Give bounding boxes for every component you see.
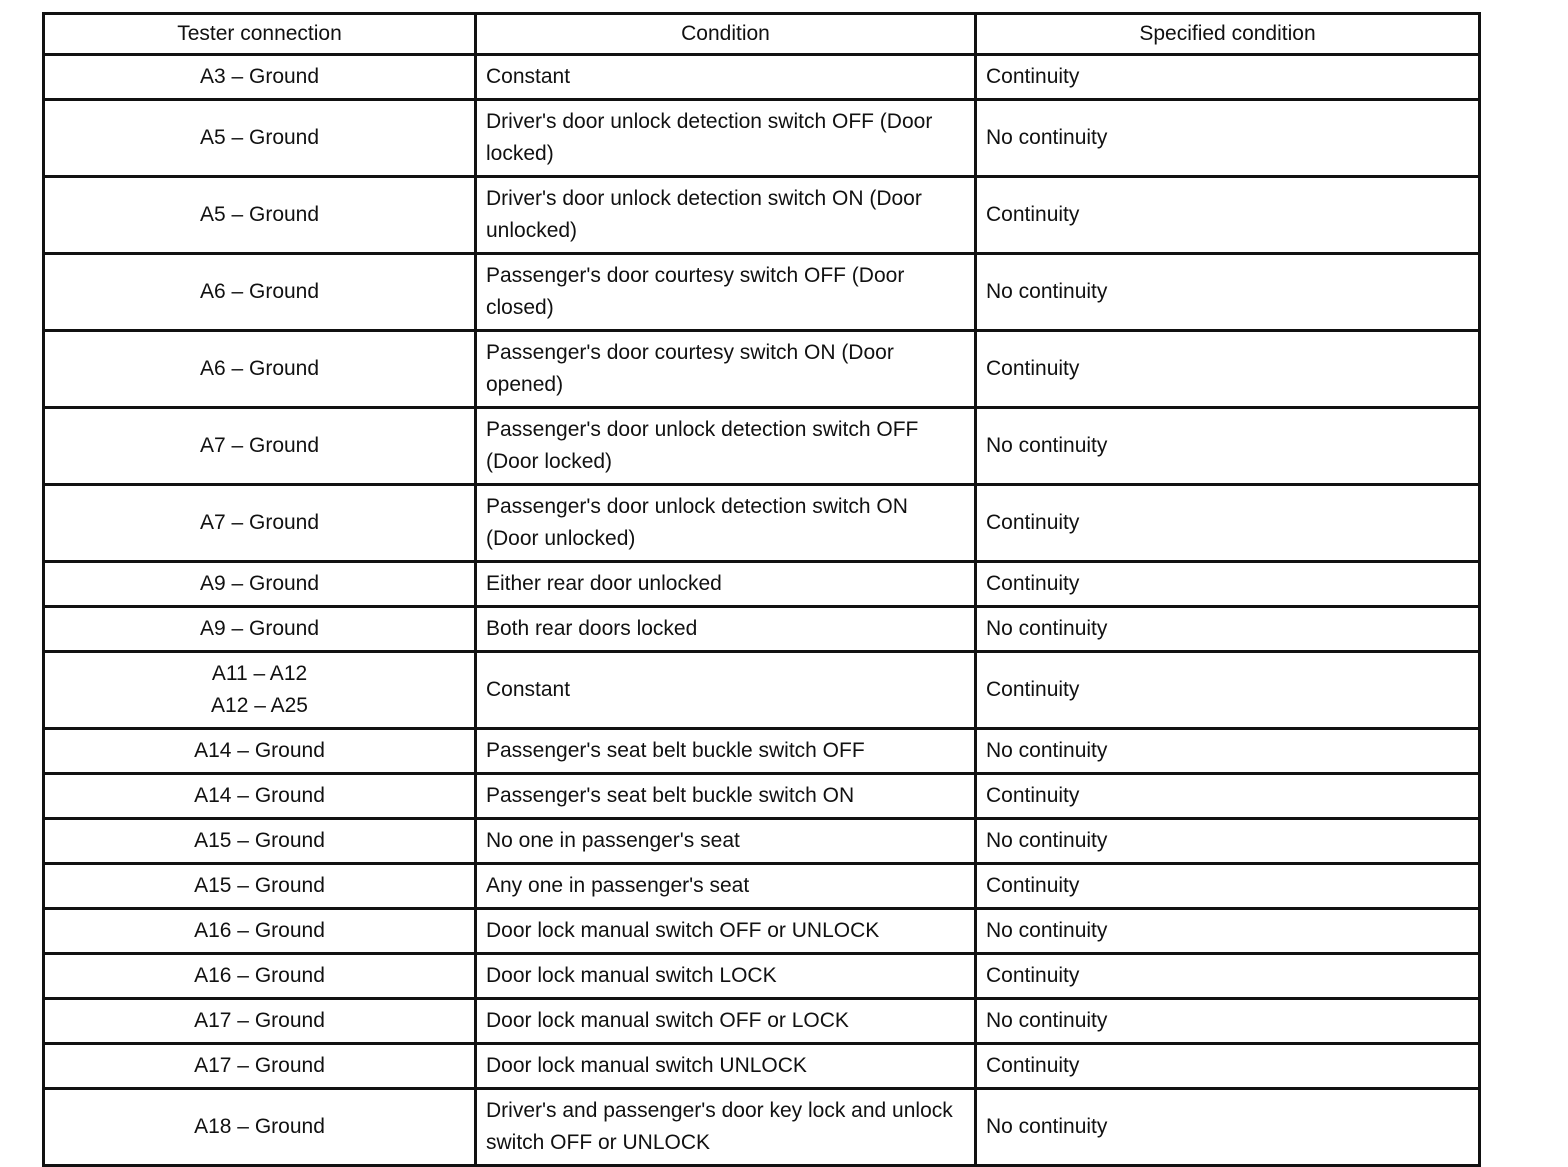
tester-connection-cell bbox=[44, 909, 476, 954]
specified-condition-cell: Continuity bbox=[976, 331, 1480, 408]
connection-text: A17 – Ground bbox=[194, 1009, 325, 1032]
table-row bbox=[44, 408, 1480, 485]
connection-text: A15 – Ground bbox=[194, 829, 325, 852]
condition-cell: No one in passenger's seat bbox=[476, 819, 976, 864]
condition-cell: Door lock manual switch OFF or UNLOCK bbox=[476, 909, 976, 954]
condition-cell: Both rear doors locked bbox=[476, 607, 976, 652]
header-tester-connection: Tester connection bbox=[44, 14, 476, 55]
tester-connection-cell bbox=[44, 55, 476, 100]
connection-text: A14 – Ground bbox=[194, 739, 325, 762]
condition-cell: Passenger's seat belt buckle switch OFF bbox=[476, 729, 976, 774]
connection-text: A15 – Ground bbox=[194, 874, 325, 897]
condition-cell: Door lock manual switch UNLOCK bbox=[476, 1044, 976, 1089]
tester-connection-cell bbox=[44, 100, 476, 177]
tester-connection-cell bbox=[44, 331, 476, 408]
condition-cell: Constant bbox=[476, 652, 976, 729]
tester-connection-cell bbox=[44, 774, 476, 819]
table-row bbox=[44, 954, 1480, 999]
specified-condition-cell: Continuity bbox=[976, 55, 1480, 100]
connection-text: A17 – Ground bbox=[194, 1054, 325, 1077]
specified-condition-cell: Continuity bbox=[976, 177, 1480, 254]
table-row bbox=[44, 254, 1480, 331]
tester-connection-cell bbox=[44, 999, 476, 1044]
specified-condition-cell: No continuity bbox=[976, 100, 1480, 177]
specified-condition-cell: No continuity bbox=[976, 909, 1480, 954]
condition-cell: Either rear door unlocked bbox=[476, 562, 976, 607]
condition-cell: Passenger's door courtesy switch OFF (Door closed) bbox=[476, 254, 976, 331]
connection-text: A3 – Ground bbox=[199, 65, 320, 88]
table-row bbox=[44, 999, 1480, 1044]
condition-cell: Passenger's seat belt buckle switch ON bbox=[476, 774, 976, 819]
connection-text: A9 – Ground bbox=[199, 572, 320, 595]
condition-cell: Door lock manual switch LOCK bbox=[476, 954, 976, 999]
table-row bbox=[44, 331, 1480, 408]
connection-text: A16 – Ground bbox=[194, 964, 325, 987]
specified-condition-cell: No continuity bbox=[976, 607, 1480, 652]
table-row bbox=[44, 652, 1480, 729]
connection-text: A7 – Ground bbox=[199, 511, 320, 534]
table-row bbox=[44, 55, 1480, 100]
condition-cell: Constant bbox=[476, 55, 976, 100]
specified-condition-cell: Continuity bbox=[976, 485, 1480, 562]
tester-connection-cell bbox=[44, 607, 476, 652]
specified-condition-cell: No continuity bbox=[976, 254, 1480, 331]
specified-condition-cell: No continuity bbox=[976, 729, 1480, 774]
condition-cell: Passenger's door unlock detection switch ON (Door unlocked) bbox=[476, 485, 976, 562]
specified-condition-cell: Continuity bbox=[976, 954, 1480, 999]
condition-cell: Driver's door unlock detection switch OFF (Door locked) bbox=[476, 100, 976, 177]
specified-condition-cell: Continuity bbox=[976, 864, 1480, 909]
connection-text: A5 – Ground bbox=[199, 126, 320, 149]
specified-condition-cell: Continuity bbox=[976, 652, 1480, 729]
condition-cell: Door lock manual switch OFF or LOCK bbox=[476, 999, 976, 1044]
condition-cell: Passenger's door unlock detection switch OFF (Door locked) bbox=[476, 408, 976, 485]
tester-connection-cell bbox=[44, 562, 476, 607]
tester-connection-cell bbox=[44, 864, 476, 909]
continuity-inspection-table bbox=[42, 12, 1481, 1167]
table-row bbox=[44, 100, 1480, 177]
connection-text: A9 – Ground bbox=[199, 617, 320, 640]
connection-text: A7 – Ground bbox=[199, 434, 320, 457]
tester-connection-cell bbox=[44, 1044, 476, 1089]
tester-connection-cell bbox=[44, 729, 476, 774]
connection-text: A6 – Ground bbox=[199, 357, 320, 380]
connection-text: A11 – A12 bbox=[211, 662, 308, 685]
header-condition: Condition bbox=[476, 14, 976, 55]
table-row bbox=[44, 774, 1480, 819]
tester-connection-cell bbox=[44, 408, 476, 485]
header-row bbox=[44, 14, 1480, 55]
table-row bbox=[44, 607, 1480, 652]
specified-condition-cell: No continuity bbox=[976, 408, 1480, 485]
tester-connection-cell bbox=[44, 254, 476, 331]
connection-text: A14 – Ground bbox=[194, 784, 325, 807]
table-row bbox=[44, 485, 1480, 562]
connection-text: A18 – Ground bbox=[194, 1115, 325, 1138]
condition-cell: Passenger's door courtesy switch ON (Door opened) bbox=[476, 331, 976, 408]
condition-cell: Driver's and passenger's door key lock and unlock switch OFF or UNLOCK bbox=[476, 1089, 976, 1166]
connection-text: A5 – Ground bbox=[199, 203, 320, 226]
connection-text: A6 – Ground bbox=[199, 280, 320, 303]
tester-connection-cell bbox=[44, 1089, 476, 1166]
table-row bbox=[44, 177, 1480, 254]
tester-connection-cell bbox=[44, 954, 476, 999]
condition-cell: Driver's door unlock detection switch ON (Door unlocked) bbox=[476, 177, 976, 254]
tester-connection-cell bbox=[44, 652, 476, 729]
table-row bbox=[44, 909, 1480, 954]
table-row bbox=[44, 819, 1480, 864]
tester-connection-cell bbox=[44, 177, 476, 254]
tester-connection-cell bbox=[44, 485, 476, 562]
header-specified-condition: Specified condition bbox=[976, 14, 1480, 55]
table-row bbox=[44, 864, 1480, 909]
table-row bbox=[44, 1089, 1480, 1166]
tester-connection-cell bbox=[44, 819, 476, 864]
table-row bbox=[44, 1044, 1480, 1089]
condition-cell: Any one in passenger's seat bbox=[476, 864, 976, 909]
connection-text: A12 – A25 bbox=[211, 694, 308, 717]
specified-condition-cell: Continuity bbox=[976, 562, 1480, 607]
specified-condition-cell: No continuity bbox=[976, 1089, 1480, 1166]
specified-condition-cell: No continuity bbox=[976, 999, 1480, 1044]
connection-text: A16 – Ground bbox=[194, 919, 325, 942]
table-row bbox=[44, 562, 1480, 607]
table-row bbox=[44, 729, 1480, 774]
continuity-inspection-table-container bbox=[42, 12, 1478, 1167]
specified-condition-cell: No continuity bbox=[976, 819, 1480, 864]
specified-condition-cell: Continuity bbox=[976, 1044, 1480, 1089]
specified-condition-cell: Continuity bbox=[976, 774, 1480, 819]
